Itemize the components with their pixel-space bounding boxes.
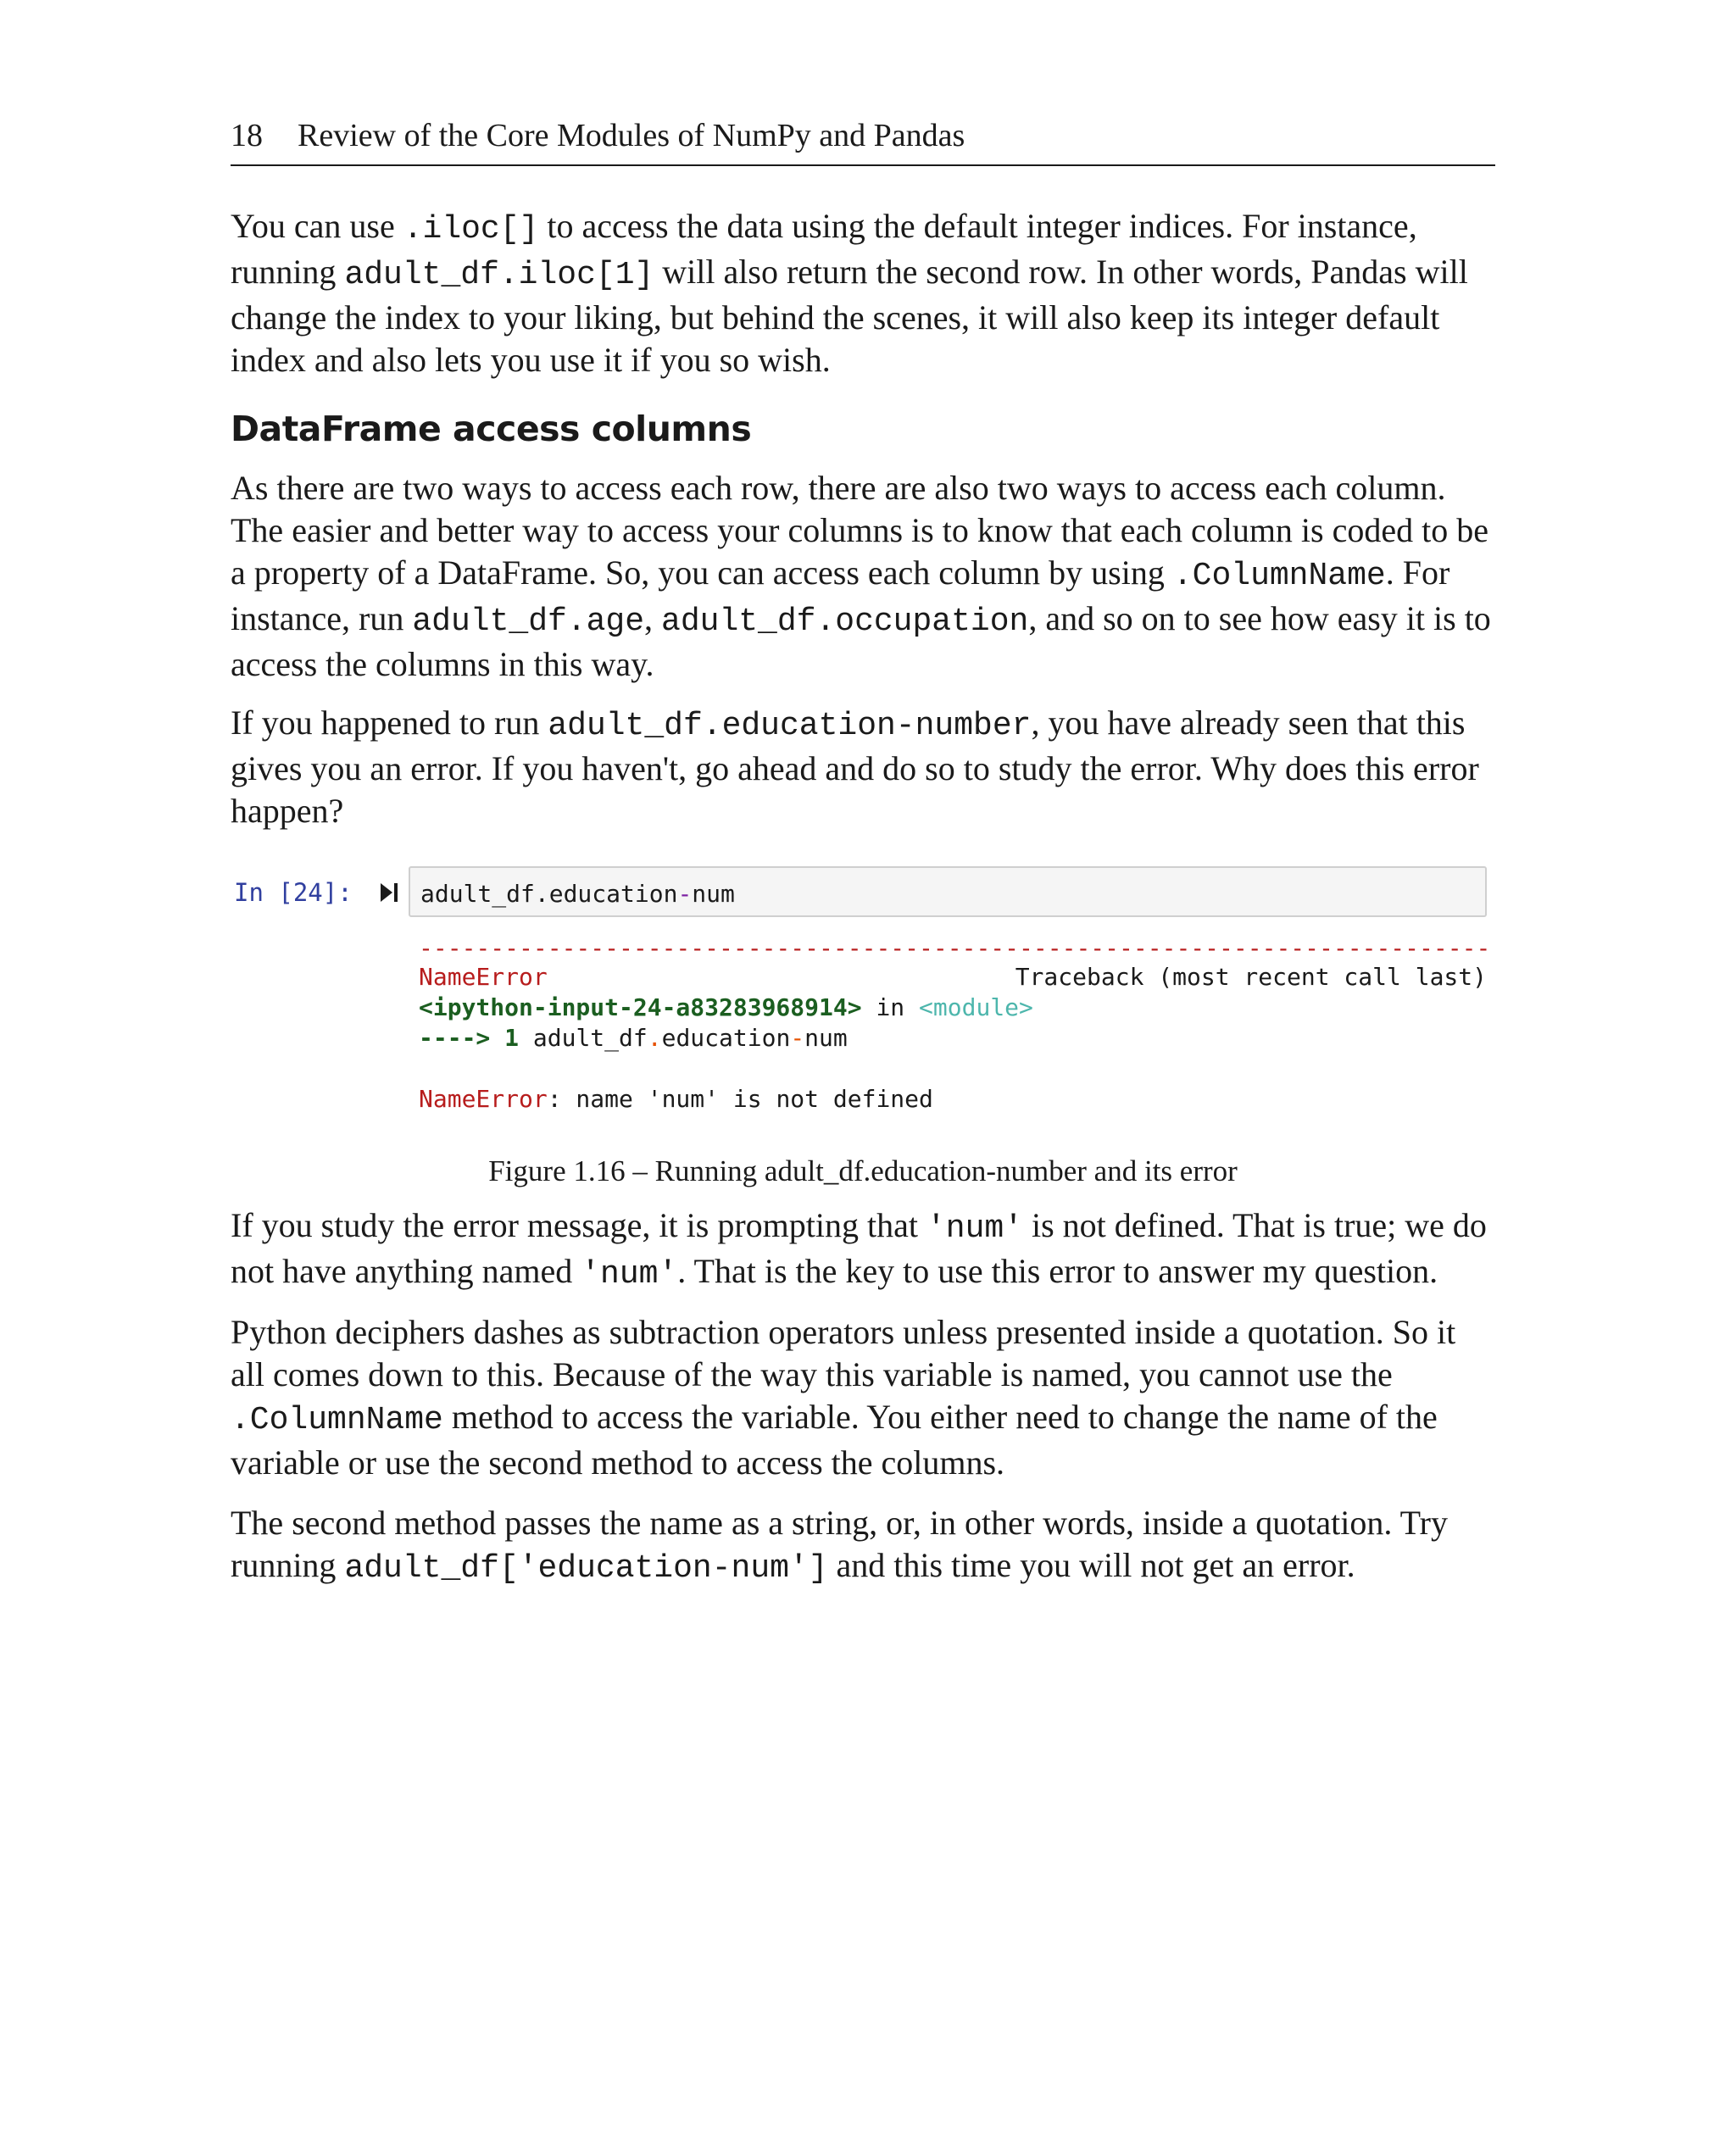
chapter-title: Review of the Core Modules of NumPy and Pandas: [298, 118, 965, 153]
inline-code: .iloc[]: [403, 211, 539, 247]
text: is not defined. That is true; we do not have anything named: [231, 1206, 1487, 1290]
inline-code: .ColumnName: [231, 1402, 443, 1438]
traceback-code-line: [419, 1024, 848, 1052]
text: in: [861, 993, 920, 1021]
inline-code: adult_df.occupation: [661, 603, 1029, 640]
traceback-label: Traceback (most recent call last): [1015, 963, 1487, 991]
code-token: num: [692, 880, 735, 908]
code-line: [420, 880, 735, 908]
code-token: adult_df.education: [420, 880, 678, 908]
code-operator: -: [790, 1024, 805, 1052]
text: and this time you will not get an error.: [827, 1546, 1355, 1584]
text: will also return the second row. In other words, Pandas will change the index to your liking, but behind the scenes, it will also keep its integer default index and also lets you use it if you so wish.: [231, 253, 1468, 379]
inline-code: adult_df['education-num']: [344, 1550, 828, 1587]
error-type: NameError: [419, 963, 548, 991]
notebook-figure: [231, 865, 1495, 1136]
error-text: : name 'num' is not defined: [547, 1085, 933, 1113]
inline-code: 'num': [926, 1210, 1023, 1247]
text: If you happened to run: [231, 703, 548, 742]
code-token: num: [804, 1024, 848, 1052]
text: , and so on to see how easy it is to access the columns in this way.: [231, 599, 1491, 683]
text: method to access the variable. You either need to change the name of the variable or use the second method to access the columns.: [231, 1398, 1438, 1482]
inline-code: .ColumnName: [1172, 558, 1386, 594]
text: You can use: [231, 207, 403, 245]
text: , you have already seen that this gives you an error. If you haven't, go ahead and do so to study the error. Why does this error happen?: [231, 703, 1479, 830]
inline-code: adult_df.education-number: [548, 708, 1032, 744]
text: to access the data using the default integer indices. For instance, running: [231, 207, 1417, 291]
code-token: education: [661, 1024, 791, 1052]
text: . That is the key to use this error to answer my question.: [677, 1252, 1438, 1290]
line-arrow: ----> 1: [419, 1024, 520, 1052]
cell-prompt: In [24]:: [234, 878, 353, 907]
paragraph-dashes: [231, 1311, 1495, 1484]
section-heading: DataFrame access columns: [231, 409, 752, 449]
traceback-location: [419, 993, 1033, 1021]
code-operator: .: [647, 1024, 662, 1052]
paragraph-error-question: [231, 702, 1495, 832]
text: ,: [644, 599, 662, 637]
page-number: 18: [231, 118, 263, 153]
paragraph-iloc: [231, 205, 1495, 381]
text: As there are two ways to access each row, there are also two ways to access each column. The easier and better way to access your columns is to know that each column is coded to be a property of a DataFrame. So, you can access each column by using: [231, 469, 1488, 592]
text: Python deciphers dashes as subtraction operators unless presented inside a quotation. So it all comes down to this. Because of the way this variable is named, you cannot use the: [231, 1313, 1456, 1393]
code-operator: -: [677, 880, 693, 908]
input-reference: <ipython-input-24-a83283968914>: [419, 993, 862, 1021]
code-cell-input[interactable]: [409, 866, 1487, 917]
error-message: [419, 1085, 933, 1113]
text: . For instance, run: [231, 553, 1450, 637]
paragraph-num-not-defined: [231, 1204, 1495, 1296]
run-cell-icon[interactable]: [379, 881, 399, 904]
module-reference: <module>: [919, 993, 1033, 1021]
traceback-divider: ---------------------------------------------------------------------------: [419, 934, 1491, 962]
text: If you study the error message, it is prompting that: [231, 1206, 926, 1244]
traceback-header: [419, 963, 1487, 991]
inline-code: adult_df.iloc[1]: [344, 257, 654, 293]
figure-caption: Figure 1.16 – Running adult_df.education-number and its error: [488, 1154, 1238, 1187]
inline-code: adult_df.age: [412, 603, 645, 640]
paragraph-access-columns: [231, 467, 1495, 686]
text: The second method passes the name as a string, or, in other words, inside a quotation. Try running: [231, 1504, 1448, 1584]
error-type: NameError: [419, 1085, 548, 1113]
running-header: [231, 114, 1495, 166]
code-token: adult_df: [519, 1024, 648, 1052]
paragraph-second-method: [231, 1502, 1495, 1590]
inline-code: 'num': [581, 1256, 678, 1293]
